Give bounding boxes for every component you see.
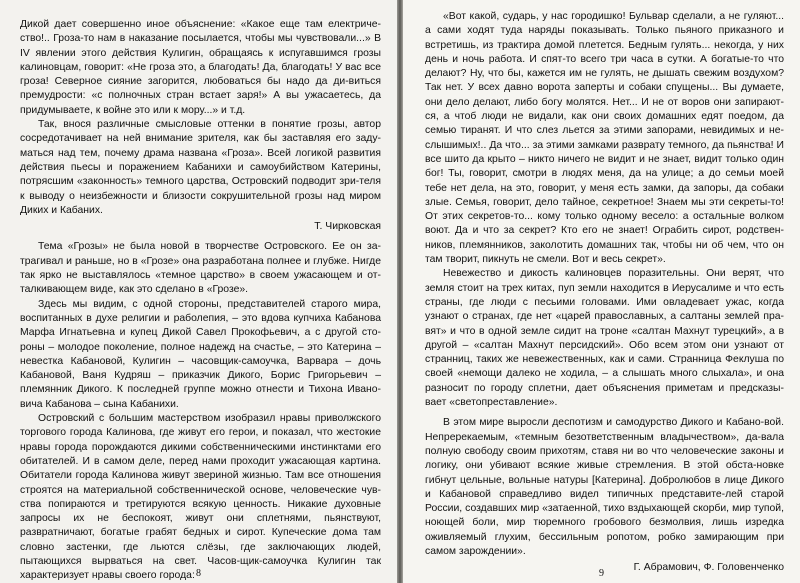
paragraph: В этом мире выросли деспотизм и самодурство Дикого и Кабано-вой. Непререкаемым, «темным безответственным владычеством», да-вала полную свободу своим прихотям, ставя ни во что человеческие законы и логику, они убивают всякие живые стремления. В этой обста-новке гибнут цельные, вольные натуры [Катерина]. Добролюбов в лице Дикого и Кабановой справедливо видел типичных представите-лей старой России, создавших мир «затаенной, тихо вздыхающей скорби, мир тупой, ноющей боли, мир тюремного гробового безмолвия, лишь изредка оживляемый глухим, бессильным ропотом, робко замирающим при самом зарождении». — [425, 417, 784, 557]
paragraph: Невежество и дикость калиновцев поразительны. Они верят, что земля стоит на трех китах, пуп земли находится в Иерусалиме и что есть страны, где люди с песьими головами. Ими овладевает ужас, когда узнают о странах, где нет «царей православных, а салтаны землей пра-вят» и что в одной земле сидит на троне «салтан Махнут турецкий», а в другой – «салтан Махнут персидский». Обо всем этом они узнают от странниц, таких же невежественных, как и сами. Странница Феклуша по своей «немощи далеко не ходила, – а слышать много слыхала», и она разносит по городу сплетни, дает объяснения приметам и предсказы-вает «светопреставление». — [425, 268, 784, 409]
paragraph: Дикой дает совершенно иное объяснение: «Какое еще там електриче-ство!.. Гроза-то нам в наказание посылается, чтобы мы чувствовали...» В IV явлении этого действия Кулигин, обращаясь к испугавшимся грозы калиновцам, говорит: «Не гроза это, а благодать! Да, благодать! У вас все гроза! Северное сияние загорится, любоваться бы надо да ди-виться премудрости: «с полночных стран встает заря!» А вы ужасаетесь, да придумываете, к войне это или к мору...» и т.д. — [20, 19, 381, 116]
paragraph: Здесь мы видим, с одной стороны, представителей старого мира, воспитанных в духе религии и раболепия, – это вдова купчиха Кабанова Марфа Игнатьевна и купец Дикой Савел Прокофьевич, а с другой сто-роны – молодое поколение, полное надежд на счастье, – это Катерина – невестка Кабановой, Кулигин – часовщик-самоучка, Варвара – дочь Кабановой, Ваня Кудряш – приказчик Дикого, Борис Григорьевич – племянник Дикого. К последней группе можно отнести и Тихона Ивано-вича Кабанова – сына Кабанихи. — [20, 298, 381, 410]
paragraph: Так, внося различные смысловые оттенки в понятие грозы, автор сосредотачивает на ней внимание зрителя, как бы заставляя его заду-маться над тем, почему драма названа «Гроза». Всей логикой развития действия пьесы и поражением Кабанихи и самоубийством Катерины, потрясшим «законность» темного царства, Островский подводит зри-теля к выводу о неизбежности и близости сокрушительной грозы над миром Диких и Кабаних. — [20, 119, 381, 216]
paragraph: Островский с большим мастерством изобразил нравы приволжского торгового города Калинова, где живут его герои, и показал, что жестокие нравы города порождаются дикими собственническими инстинктами его обитателей. И в самом деле, перед нами проходит ужасающая картина. Обитатели города Калинова живут звериной жизнью. Там все отношения строятся на материальной собственнической основе, человеческие чув-ства попираются и третируются всякую ценность. Никакие духовные запросы их не беспокоят, живут они сплетнями, пьянствуют, развратничают, богатые грабят бедных и сирот. Купеческие дома там словно застенки, где льются слёзы, где заключающих людей, пытающихся вырваться на свет. Часов-щик-самоучка Кулигин так характеризует нравы своего города: — [20, 413, 381, 582]
author-signature: Т. Чирковская — [314, 221, 381, 233]
author-signature: Г. Абрамович, Ф. Головенченко — [633, 562, 784, 574]
right-page — [403, 0, 800, 583]
paragraph: «Вот какой, сударь, у нас городишко! Бульвар сделали, а не гуляют... а сами ходят туда наряды показывать. Только пьяного приказного и встретишь, из трактира домой плетется. Бедным гулять... некогда, у них день и ночь работа. И спят-то всего три часа в сутки. А богатые-то что делают? Ну, что бы, кажется им не гулять, не дышать свежим воздухом? Так нет. У всех давно ворота заперты и собаки спущены... Вы думаете, они дело делают, либо богу молятся. Нет... И не от воров они запирают-ся, а чтоб люди не видали, как они своих домашних едят поедом, да семью тиранят. И что слез льется за этими запорами, невидимых и не-слышимых!.. Да что... за этими замками разврату темного, да пьянства! И все шито да крыто – никто ничего не видит и не знает, видит только один бог! Ты, говорит, смотри в людях меня, да на улице; а до семьи моей тебе нет дела, на это, говорит, у меня есть замки, да запоры, да собаки злые. Семья, говорит, дело тайное, секретное! Знаем мы эти секреты-то! От этих секретов-то... кому только одному весело: а остальные волком воют. Да и что за секрет? Кто его не знает! Ограбить сирот, родствен-ников, племянников, заколотить домашних так, чтобы ни об чем, что он там творит, пикнуть не смели. Вот и весь секрет». — [425, 11, 784, 266]
page-number: 9 — [599, 568, 604, 579]
page-number: 8 — [196, 568, 201, 579]
paragraph: Тема «Грозы» не была новой в творчестве Островского. Ее он за-трагивал и раньше, но в «Грозе» она разработана полнее и глубже. Нигде так ярко не выставлялось «темное царство» в своем ужасающем и от-талкивающем виде, как это сделано в «Грозе». — [20, 241, 381, 296]
left-page — [0, 0, 397, 583]
